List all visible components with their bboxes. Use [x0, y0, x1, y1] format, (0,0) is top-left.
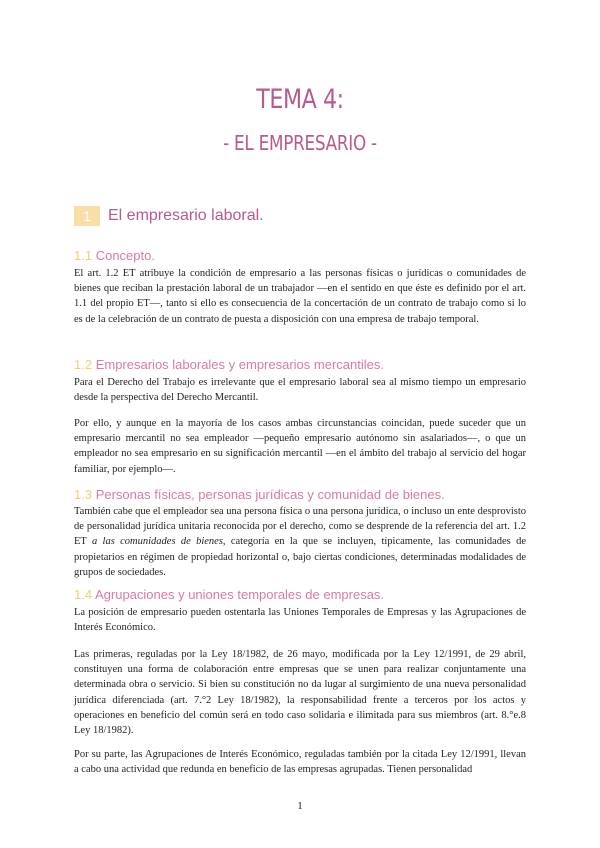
paragraph-text: También cabe que el empleador sea una persona física o una persona jurídica, o incluso un ente desprovisto de personalidad jurídica unitaria reconocida por el derecho, como se desprende de la referencia del art. 1.2 ET [74, 506, 526, 548]
subsection-number: 1.4 [74, 587, 93, 602]
subsection-1-3-heading [74, 487, 445, 502]
paragraph: El art. 1.2 ET atribuye la condición de empresario a las personas físicas o jurídicas o comunidades de bienes que reciban la prestación laboral de un trabajador —en el sentido en que éste es definido por el art. 1.1 del propio ET—, tanto si ello es consecuencia de la concertación de un contrato de trabajo como si lo es de la celebración de un contrato de puesta a disposición con una empresa de trabajo temporal. [74, 268, 526, 325]
section-title: El empresario laboral. [108, 207, 264, 224]
subsection-1-1-heading [74, 248, 155, 263]
subsection-title: Agrupaciones y uniones temporales de empresas. [94, 587, 385, 602]
page-number: 1 [297, 800, 303, 812]
italic-quote: a las comunidades de bienes [91, 536, 223, 548]
paragraph: Por ello, y aunque en la mayoría de los casos ambas circunstancias coincidan, puede suceder que un empresario mercantil no sea empleador —pequeño empresario autónomo sin asalariados—, o que un empleador no sea empresario en su significación mercantil —en el ámbito del trabajo al servicio del hogar familiar, por ejemplo—. [74, 418, 526, 475]
subsection-title: Personas físicas, personas jurídicas y comunidad de bienes. [95, 487, 445, 502]
subsection-number: 1.2 [74, 357, 93, 372]
document-title: TEMA 4: [256, 84, 344, 115]
section-number-badge: 1 [74, 206, 100, 226]
subsection-number: 1.3 [74, 487, 93, 502]
paragraph [74, 504, 526, 580]
paragraph: Las primeras, reguladas por la Ley 18/1982, de 26 mayo, modificada por la Ley 12/1991, de 29 abril, constituyen una forma de colaboración entre empresas que se unen para realizar conjuntamente una determinada obra o servicio. Si bien su constitución no da lugar al surgimiento de una nueva personalidad jurídica diferenciada (art. 7.°2 Ley 18/1982), la responsabilidad frente a terceros por los actos y operaciones en beneficio del común será en todo caso solidaria e ilimitada para sus miembros (art. 8.°e.8 Ley 18/1982). [74, 649, 526, 737]
section-1-heading [74, 205, 264, 227]
subsection-title: Empresarios laborales y empresarios mercantiles. [95, 357, 384, 372]
document-subtitle: - EL EMPRESARIO - [223, 131, 377, 155]
subsection-title: Concepto. [95, 248, 155, 263]
paragraph: Para el Derecho del Trabajo es irrelevante que el empresario laboral sea al mismo tiempo un empresario desde la perspectiva del Derecho Mercantil. [74, 377, 526, 404]
paragraph-text: , categoría en la que se incluyen, típicamente, las comunidades de propietarios en régimen de propiedad horizontal o, bajo ciertas condiciones, determinadas modalidades de grupos de sociedades. [74, 536, 526, 578]
paragraph: La posición de empresario pueden ostentarla las Uniones Temporales de Empresas y las Agrupaciones de Interés Económico. [74, 607, 526, 634]
paragraph: Por su parte, las Agrupaciones de Interés Económico, reguladas también por la citada Ley 12/1991, llevan a cabo una actividad que redunda en beneficio de las empresas agrupadas. Tienen personalidad [74, 749, 526, 776]
subsection-1-4-heading [74, 587, 384, 602]
subsection-number: 1.1 [74, 248, 93, 263]
subsection-1-2-heading [74, 357, 384, 372]
